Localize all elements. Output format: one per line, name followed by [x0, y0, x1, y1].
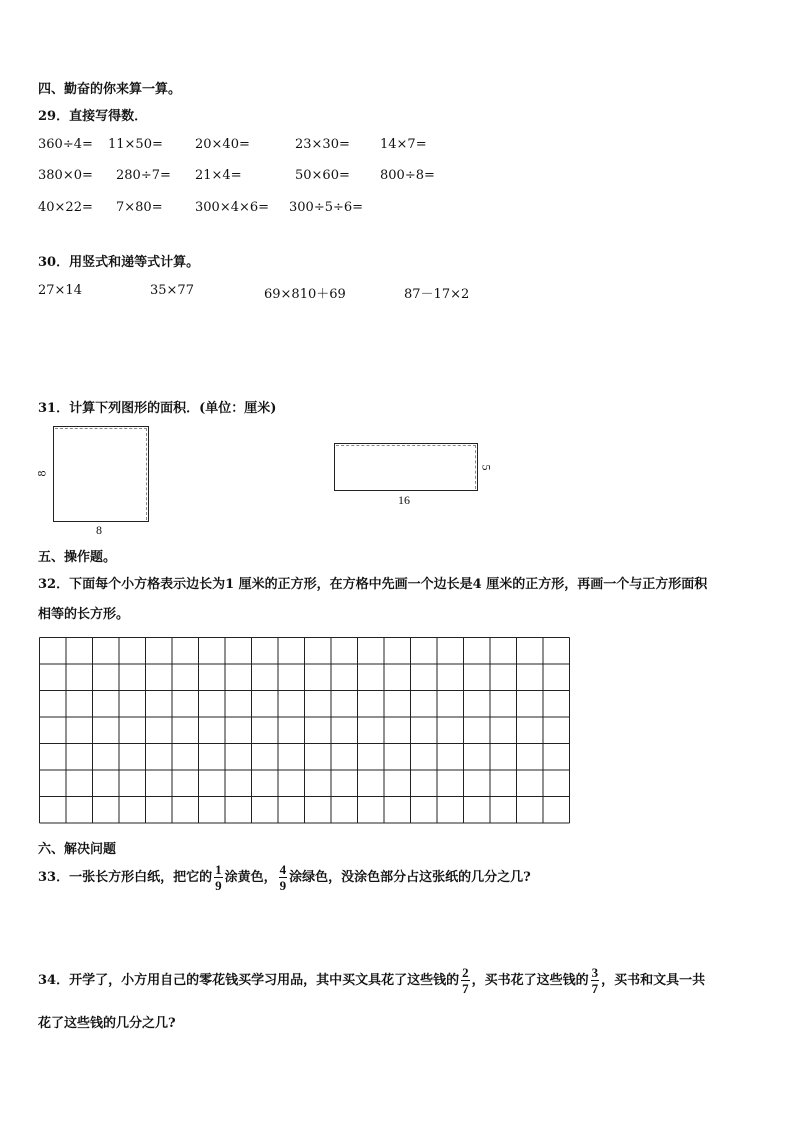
- q30-item: 35×77: [150, 283, 194, 298]
- q29-item: 14×7=: [380, 137, 427, 152]
- q33-mid: 涂黄色，: [224, 870, 277, 885]
- q29-item: 21×4=: [195, 168, 242, 183]
- rectangle-side-label: 5: [479, 464, 494, 471]
- q34-mid: ，买书花了这些钱的: [471, 973, 589, 988]
- square-figure: [53, 426, 149, 522]
- q29-item: 40×22=: [38, 200, 93, 215]
- q29-item: 300÷5÷6=: [289, 200, 364, 215]
- q29-item: 800÷8=: [380, 168, 435, 183]
- q32-line-2: 相等的长方形。: [38, 607, 130, 622]
- section-6-heading: 六、解决问题: [38, 842, 117, 857]
- fraction-denominator: 7: [462, 981, 469, 996]
- q29-item: 280÷7=: [116, 168, 171, 183]
- rectangle-bottom-label: 16: [398, 493, 410, 507]
- fraction-denominator: 9: [279, 878, 287, 893]
- q29-item: 300×4×6=: [195, 200, 270, 215]
- q29-item: 11×50=: [108, 137, 163, 152]
- q34-prefix: 34．开学了，小方用自己的零花钱买学习用品，其中买文具花了这些钱的: [38, 973, 460, 988]
- fraction-numerator: 3: [591, 965, 599, 980]
- q30-title: 30．用竖式和递等式计算。: [38, 255, 200, 270]
- q29-item: 380×0=: [38, 168, 93, 183]
- q33-prefix: 33．一张长方形白纸，把它的: [38, 870, 213, 885]
- q29-item: 7×80=: [116, 200, 163, 215]
- q34-line-1: [38, 961, 705, 1001]
- q33-suffix: 涂绿色，没涂色部分占这张纸的几分之几?: [289, 870, 531, 885]
- fraction-2-7: [461, 966, 470, 995]
- fraction-numerator: 2: [462, 965, 469, 980]
- q29-title: 29．直接写得数．: [38, 109, 148, 124]
- rectangle-figure: [334, 443, 478, 491]
- fraction-denominator: 9: [215, 878, 222, 893]
- fraction-numerator: 4: [279, 862, 287, 877]
- q34-line-2: 花了这些钱的几分之几?: [38, 1016, 176, 1031]
- q29-item: 23×30=: [295, 137, 350, 152]
- q29-item: 360÷4=: [38, 137, 93, 152]
- section-5-heading: 五、操作题。: [38, 550, 117, 565]
- q32-line-1: 32．下面每个小方格表示边长为1 厘米的正方形，在方格中先画一个边长是4 厘米的正方形，再画一个与正方形面积: [38, 577, 708, 592]
- fraction-1-9: [214, 863, 223, 892]
- q29-item: 50×60=: [295, 168, 350, 183]
- section-4-heading: 四、勤奋的你来算一算。: [38, 82, 182, 97]
- fraction-4-9: [279, 863, 288, 892]
- fraction-numerator: 1: [215, 862, 222, 877]
- q30-item: 69×810＋69: [264, 287, 346, 302]
- q34-suffix: ，买书和文具一共: [601, 973, 706, 988]
- fraction-3-7: [591, 966, 600, 995]
- q29-item: 20×40=: [195, 137, 250, 152]
- q30-item: 87－17×2: [404, 287, 470, 302]
- square-bottom-label: 8: [96, 523, 102, 537]
- square-grid: [39, 637, 573, 825]
- square-side-label: 8: [34, 470, 49, 477]
- q31-title: 31．计算下列图形的面积．(单位：厘米): [38, 401, 277, 416]
- q33-line: [38, 858, 531, 898]
- fraction-denominator: 7: [591, 981, 599, 996]
- q30-item: 27×14: [38, 283, 82, 298]
